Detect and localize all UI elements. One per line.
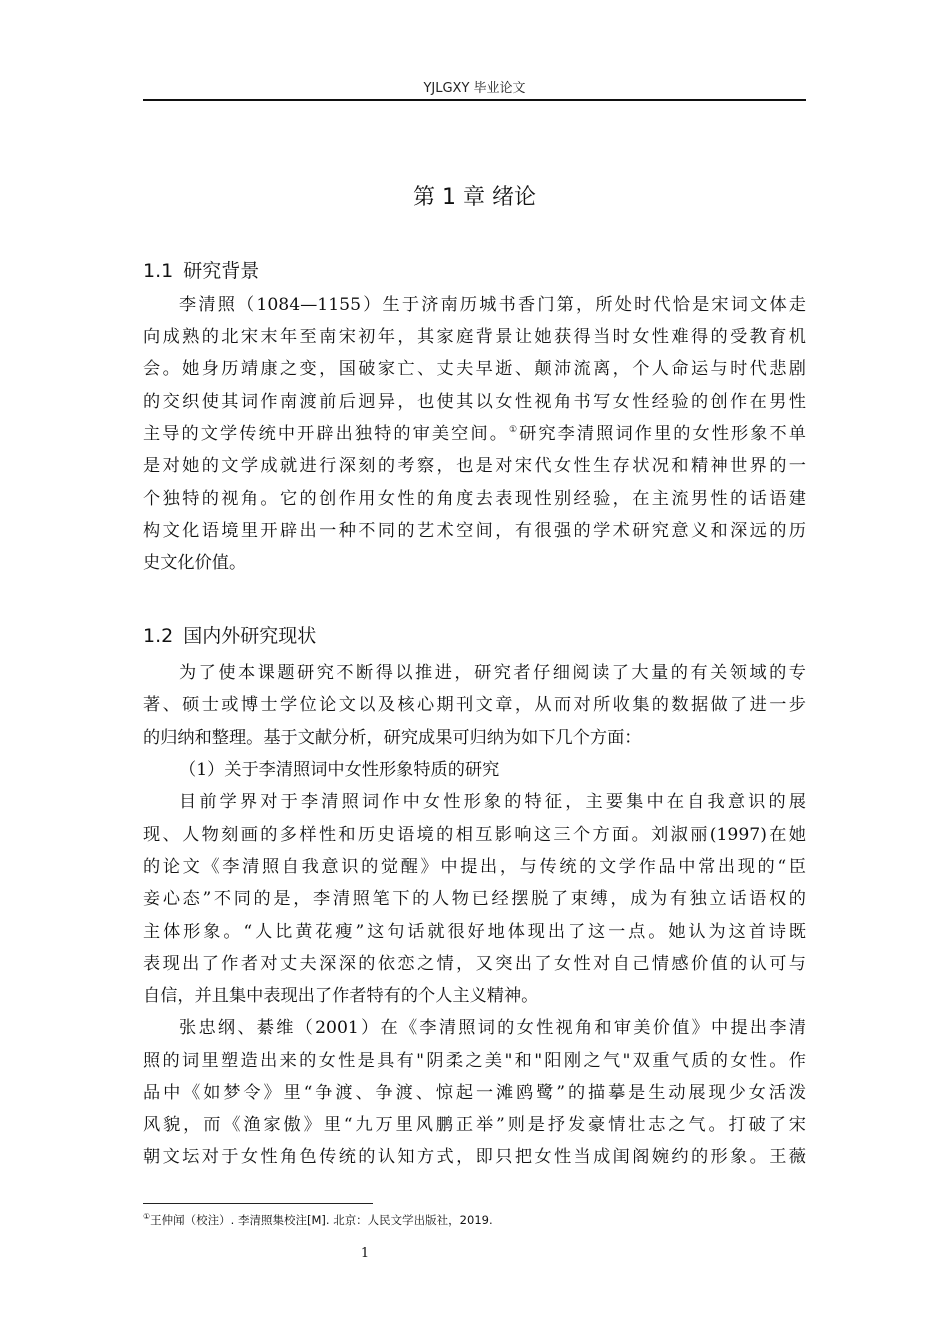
footnote-text: 王仲闻（校注）. 李清照集校注[M]. 北京：人民文学出版社，2019. bbox=[150, 1213, 493, 1227]
chapter-title: 第 1 章 绪论 bbox=[413, 185, 536, 210]
paragraph-line: 个独特的视角。它的创作用女性的角度去表现性别经验，在主流男性的话语建 bbox=[143, 489, 806, 509]
section-title-text: 国内外研究现状 bbox=[183, 625, 317, 647]
paragraph-line: 自信，并且集中表现出了作者特有的个人主义精神。 bbox=[143, 986, 539, 1006]
line-text: 主导的文学传统中开辟出独特的审美空间。 bbox=[143, 424, 509, 444]
paragraph-line: 的论文《李清照自我意识的觉醒》中提出，与传统的文学作品中常出现的“臣 bbox=[143, 857, 806, 877]
paragraph-line: 向成熟的北宋末年至南宋初年，其家庭背景让她获得当时女性难得的受教育机 bbox=[143, 327, 806, 347]
paragraph-line: 妾心态”不同的是，李清照笔下的人物已经摆脱了束缚，成为有独立话语权的 bbox=[143, 889, 806, 909]
paragraph-line: 朝文坛对于女性角色传统的认知方式，即只把女性当成闺阁婉约的形象。王薇 bbox=[143, 1147, 806, 1167]
footnote-reference[interactable]: ① bbox=[508, 425, 520, 435]
header-title: YJLGXY 毕业论文 bbox=[423, 81, 526, 96]
paragraph-line: 著、硕士或博士学位论文以及核心期刊文章，从而对所收集的数据做了进一步 bbox=[143, 695, 806, 715]
section-heading-1-2 bbox=[143, 621, 316, 648]
paragraph-line: 史文化价值。 bbox=[143, 553, 247, 573]
paragraph-line: 会。她身历靖康之变，国破家亡、丈夫早逝、颠沛流离，个人命运与时代悲剧 bbox=[143, 359, 806, 379]
footnote-marker: ① bbox=[143, 1212, 151, 1221]
footnote-divider bbox=[143, 1203, 373, 1204]
paragraph-line: 现、人物刻画的多样性和历史语境的相互影响这三个方面。刘淑丽(1997)在她 bbox=[143, 825, 806, 845]
paragraph-line: 李清照（1084—1155）生于济南历城书香门第，所处时代恰是宋词文体走 bbox=[179, 295, 806, 315]
paragraph-line: 的交织使其词作南渡前后迥异，也使其以女性视角书写女性经验的创作在男性 bbox=[143, 392, 806, 412]
paragraph-line: 主体形象。“人比黄花瘦”这句话就很好地体现出了这一点。她认为这首诗既 bbox=[143, 922, 806, 942]
header-divider bbox=[143, 99, 806, 101]
paragraph-line: 品中《如梦令》里“争渡、争渡、惊起一滩鸥鹭”的描摹是生动展现少女活泼 bbox=[143, 1083, 806, 1103]
paragraph-line: 表现出了作者对丈夫深深的依恋之情，又突出了女性对自己情感价值的认可与 bbox=[143, 954, 806, 974]
list-heading: （1）关于李清照词中女性形象特质的研究 bbox=[179, 760, 500, 780]
paragraph-line: 构文化语境里开辟出一种不同的艺术空间，有很强的学术研究意义和深远的历 bbox=[143, 521, 806, 541]
line-text: 研究李清照词作里的女性形象不单 bbox=[519, 424, 806, 444]
paragraph-line bbox=[143, 420, 806, 449]
paragraph-line: 照的词里塑造出来的女性是具有"阴柔之美"和"阳刚之气"双重气质的女性。作 bbox=[143, 1051, 806, 1071]
section-heading-1-1 bbox=[143, 256, 259, 283]
paragraph-line: 为了使本课题研究不断得以推进，研究者仔细阅读了大量的有关领域的专 bbox=[179, 663, 806, 683]
section-number: 1.2 bbox=[143, 625, 174, 647]
paragraph-line: 的归纳和整理。基于文献分析，研究成果可归纳为如下几个方面： bbox=[143, 728, 642, 748]
section-title-text: 研究背景 bbox=[183, 260, 260, 282]
paragraph-line: 张忠纲、綦维（2001）在《李清照词的女性视角和审美价值》中提出李清 bbox=[179, 1018, 806, 1038]
section-number: 1.1 bbox=[143, 260, 174, 282]
paragraph-line: 风貌，而《渔家傲》里“九万里风鹏正举”则是抒发豪情壮志之气。打破了宋 bbox=[143, 1115, 806, 1135]
paragraph-line: 目前学界对于李清照词作中女性形象的特征，主要集中在自我意识的展 bbox=[179, 792, 806, 812]
paragraph-line: 是对她的文学成就进行深刻的考察，也是对宋代女性生存状况和精神世界的一 bbox=[143, 456, 806, 476]
footnote bbox=[143, 1212, 493, 1228]
page-number: 1 bbox=[360, 1246, 370, 1261]
